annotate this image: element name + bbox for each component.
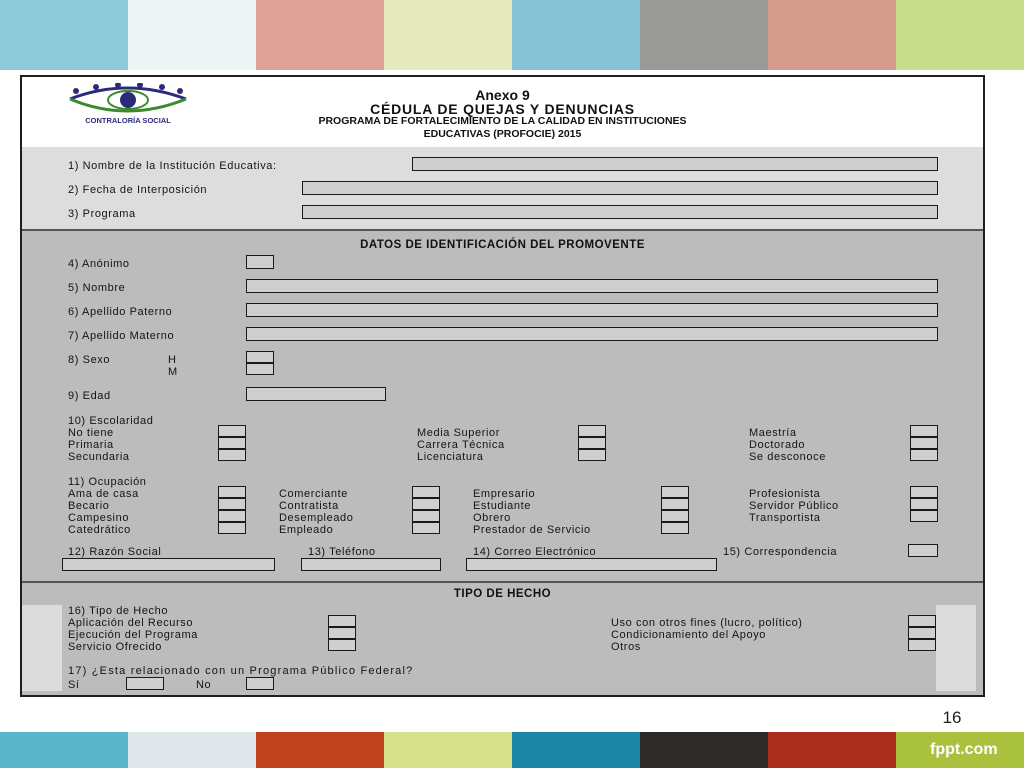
occupation-checkbox[interactable] [661,498,689,510]
logo-text: CONTRALORÍA SOCIAL [85,116,171,125]
form-title: CÉDULA DE QUEJAS Y DENUNCIAS [370,101,635,117]
occupation-checkbox[interactable] [661,522,689,534]
schooling-option: Maestría [749,427,797,439]
email-label: 14) Correo Electrónico [473,546,597,558]
occupation-option: Estudiante [473,500,531,512]
fact-type-checkbox[interactable] [908,627,936,639]
band-segment [256,0,384,70]
schooling-checkbox[interactable] [218,437,246,449]
occupation-option: Empresario [473,488,536,500]
program-line-2: EDUCATIVAS (PROFOCIE) 2015 [423,128,582,140]
schooling-option: Media Superior [417,427,500,439]
promovente-title: DATOS DE IDENTIFICACIÓN DEL PROMOVENTE [360,239,645,251]
phone-field[interactable] [301,558,441,571]
band-segment [128,732,256,768]
band-segment [768,732,896,768]
occupation-option: Transportista [749,512,821,524]
sex-m-label: M [168,366,178,378]
band-segment [768,0,896,70]
occupation-checkbox[interactable] [910,486,938,498]
sex-label: 8) Sexo [68,354,111,366]
band-segment [128,0,256,70]
occupation-checkbox[interactable] [412,522,440,534]
complaint-form [20,75,985,697]
correspondence-checkbox[interactable] [908,544,938,557]
occupation-option: Catedrático [68,524,131,536]
occupation-checkbox[interactable] [218,486,246,498]
schooling-option: Secundaria [68,451,130,463]
occupation-checkbox[interactable] [661,486,689,498]
fact-type-checkbox[interactable] [908,615,936,627]
occupation-option: Campesino [68,512,130,524]
maternal-surname-field[interactable] [246,327,938,341]
occupation-option: Desempleado [279,512,354,524]
business-name-field[interactable] [62,558,275,571]
email-field[interactable] [466,558,717,571]
occupation-checkbox[interactable] [412,510,440,522]
schooling-checkbox[interactable] [218,449,246,461]
schooling-label: 10) Escolaridad [68,415,154,427]
name-field[interactable] [246,279,938,293]
maternal-surname-label: 7) Apellido Materno [68,330,175,342]
sex-h-checkbox[interactable] [246,351,274,363]
band-segment [640,0,768,70]
occupation-option: Ama de casa [68,488,139,500]
occupation-checkbox[interactable] [412,486,440,498]
schooling-checkbox[interactable] [578,437,606,449]
schooling-checkbox[interactable] [578,425,606,437]
occupation-checkbox[interactable] [910,498,938,510]
annex-title: Anexo 9 [475,87,530,103]
occupation-checkbox[interactable] [218,498,246,510]
sex-h-label: H [168,354,177,366]
fact-type-option: Condicionamiento del Apoyo [611,629,767,641]
fact-type-option: Ejecución del Programa [68,629,198,641]
fact-type-option: Servicio Ofrecido [68,641,162,653]
schooling-option: Carrera Técnica [417,439,505,451]
schooling-checkbox[interactable] [578,449,606,461]
fppt-brand: fppt.com [930,741,998,758]
slide-number: 16 [942,708,962,727]
band-segment [896,0,1024,70]
age-label: 9) Edad [68,390,111,402]
schooling-option: No tiene [68,427,114,439]
institution-label: 1) Nombre de la Institución Educativa: [68,160,277,172]
occupation-checkbox[interactable] [412,498,440,510]
band-segment [512,732,640,768]
promovente-section [22,231,983,583]
band-segment [0,732,128,768]
program-label: 3) Programa [68,208,136,220]
age-field[interactable] [246,387,386,401]
correspondence-label: 15) Correspondencia [723,546,838,558]
date-label: 2) Fecha de Interposición [68,184,208,196]
name-label: 5) Nombre [68,282,126,294]
date-field[interactable] [302,181,938,195]
fact-type-checkbox[interactable] [908,639,936,651]
phone-label: 13) Teléfono [308,546,376,558]
occupation-option: Prestador de Servicio [473,524,591,536]
band-segment [512,0,640,70]
bottom-color-band [0,732,1024,768]
occupation-option: Empleado [279,524,334,536]
occupation-option: Becario [68,500,110,512]
schooling-checkbox[interactable] [218,425,246,437]
schooling-checkbox[interactable] [910,437,938,449]
fact-type-section [22,583,983,695]
schooling-checkbox[interactable] [910,449,938,461]
band-segment [384,732,512,768]
occupation-option: Contratista [279,500,339,512]
top-color-band [0,0,1024,70]
business-name-label: 12) Razón Social [68,546,162,558]
program-field[interactable] [302,205,938,219]
fact-type-label: 16) Tipo de Hecho [68,605,169,617]
band-segment [256,732,384,768]
federal-program-question: 17) ¿Esta relacionado con un Programa Público Federal? [68,665,414,677]
no-label: No [196,679,212,691]
band-segment [384,0,512,70]
yes-checkbox[interactable] [126,677,164,690]
occupation-option: Profesionista [749,488,821,500]
paternal-surname-label: 6) Apellido Paterno [68,306,173,318]
schooling-option: Primaria [68,439,114,451]
fact-type-option: Uso con otros fines (lucro, político) [611,617,803,629]
fact-type-option: Aplicación del Recurso [68,617,194,629]
band-segment [0,0,128,70]
fact-type-title: TIPO DE HECHO [453,588,552,600]
institution-field[interactable] [412,157,938,171]
schooling-option: Licenciatura [417,451,484,463]
occupation-checkbox[interactable] [218,510,246,522]
general-info-section [22,147,983,231]
sex-m-checkbox[interactable] [246,363,274,375]
occupation-option: Servidor Público [749,500,839,512]
anonymous-checkbox[interactable] [246,255,274,269]
occupation-checkbox[interactable] [661,510,689,522]
occupation-option: Obrero [473,512,511,524]
schooling-option: Doctorado [749,439,806,451]
band-segment [640,732,768,768]
schooling-checkbox[interactable] [910,425,938,437]
yes-label: Sí [68,679,80,691]
occupation-label: 11) Ocupación [68,476,147,488]
fact-type-checkbox[interactable] [328,639,356,651]
fact-type-left-margin [22,605,62,691]
paternal-surname-field[interactable] [246,303,938,317]
fact-type-checkbox[interactable] [328,627,356,639]
fact-type-option: Otros [611,641,641,653]
occupation-option: Comerciante [279,488,348,500]
form-header [22,77,983,149]
no-checkbox[interactable] [246,677,274,690]
fact-type-right-margin [936,605,976,691]
occupation-checkbox[interactable] [218,522,246,534]
anonymous-label: 4) Anónimo [68,258,130,270]
fact-type-checkbox[interactable] [328,615,356,627]
occupation-checkbox[interactable] [910,510,938,522]
schooling-option: Se desconoce [749,451,826,463]
program-line-1: PROGRAMA DE FORTALECIMIENTO DE LA CALIDAD EN INSTITUCIONES [318,115,687,127]
